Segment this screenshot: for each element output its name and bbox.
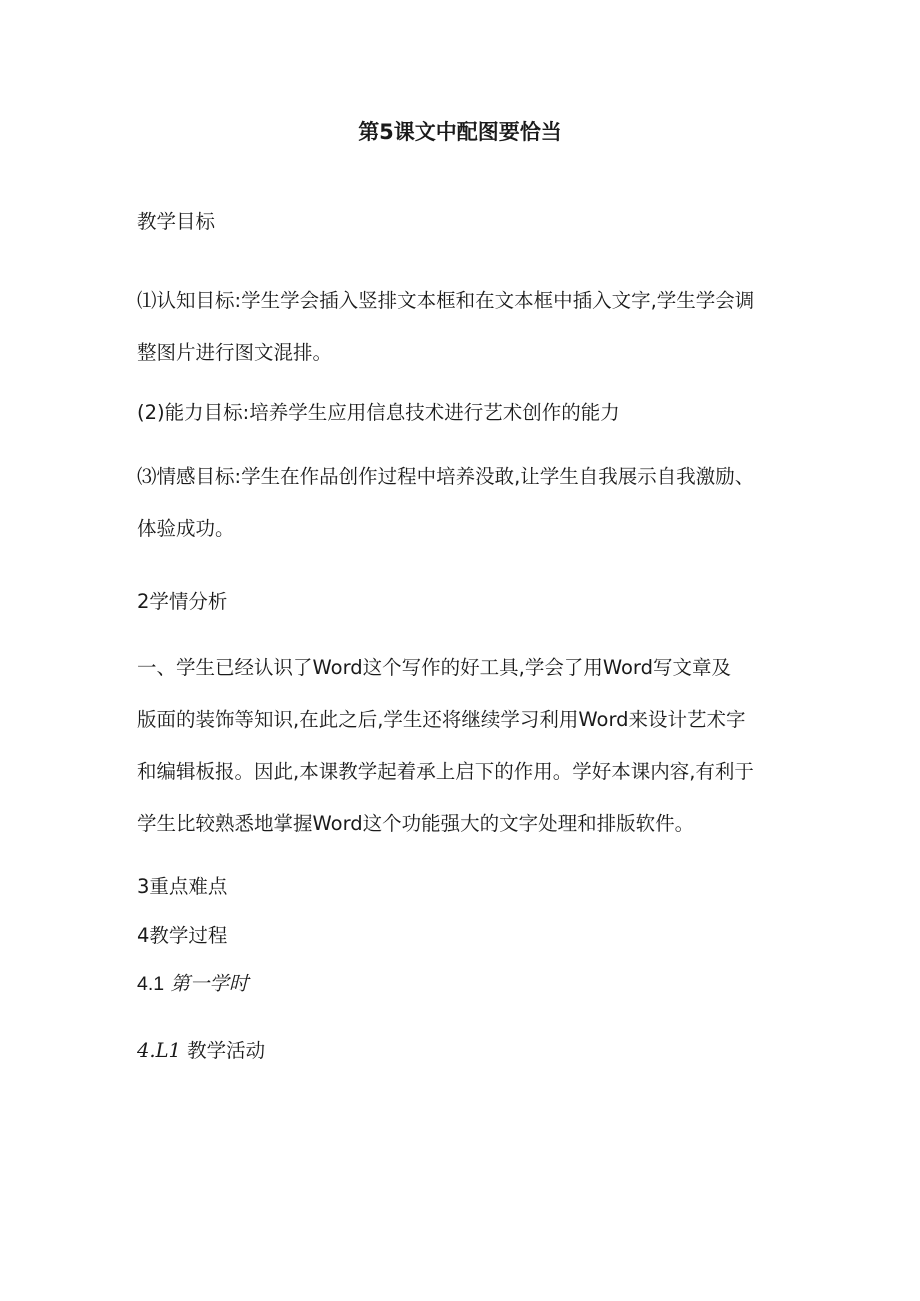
section-objectives-heading: 教学目标	[137, 210, 216, 233]
section-process-heading: 4教学过程	[137, 924, 228, 947]
subsubsection-activities	[137, 1026, 787, 1076]
objective-emotional-line-1: ⑶情感目标:学生在作品创作过程中培养没敢,让学生自我展示自我激励、	[137, 465, 755, 488]
objective-cognitive-line-2: 整图片进行图文混排。	[137, 341, 333, 364]
objective-cognitive-line-1: ⑴认知目标:学生学会插入竖排文本框和在文本框中插入文字,学生学会调	[137, 289, 755, 312]
objective-cognitive	[137, 275, 787, 379]
analysis-line-3: 和编辑板报。因此,本课教学起着承上启下的作用。学好本课内容,有利于	[137, 760, 754, 783]
subsubsection-label: 教学活动	[187, 1039, 266, 1062]
subsection-label: 第一学时	[170, 972, 249, 995]
subsection-number: 4.1	[137, 973, 165, 995]
section-key-points-heading: 3重点难点	[137, 875, 228, 898]
objective-ability: (2)能力目标:培养学生应用信息技术进行艺术创作的能力	[137, 401, 620, 424]
analysis-line-2: 版面的装饰等知识,在此之后,学生还将继续学习利用Word来设计艺术字	[137, 708, 746, 731]
objective-emotional	[137, 451, 787, 555]
page-title: 第5课文中配图要恰当	[358, 120, 562, 144]
subsection-first-lesson	[137, 959, 787, 1009]
analysis-paragraph	[137, 642, 787, 850]
section-analysis-heading: 2学情分析	[137, 590, 228, 613]
analysis-line-4: 学生比较熟悉地掌握Word这个功能强大的文字处理和排版软件。	[137, 812, 695, 835]
subsubsection-number: 4.L1	[137, 1039, 181, 1062]
objective-emotional-line-2: 体验成功。	[137, 517, 235, 540]
analysis-line-1: 一、学生已经认识了Word这个写作的好工具,学会了用Word写文章及	[137, 656, 731, 679]
